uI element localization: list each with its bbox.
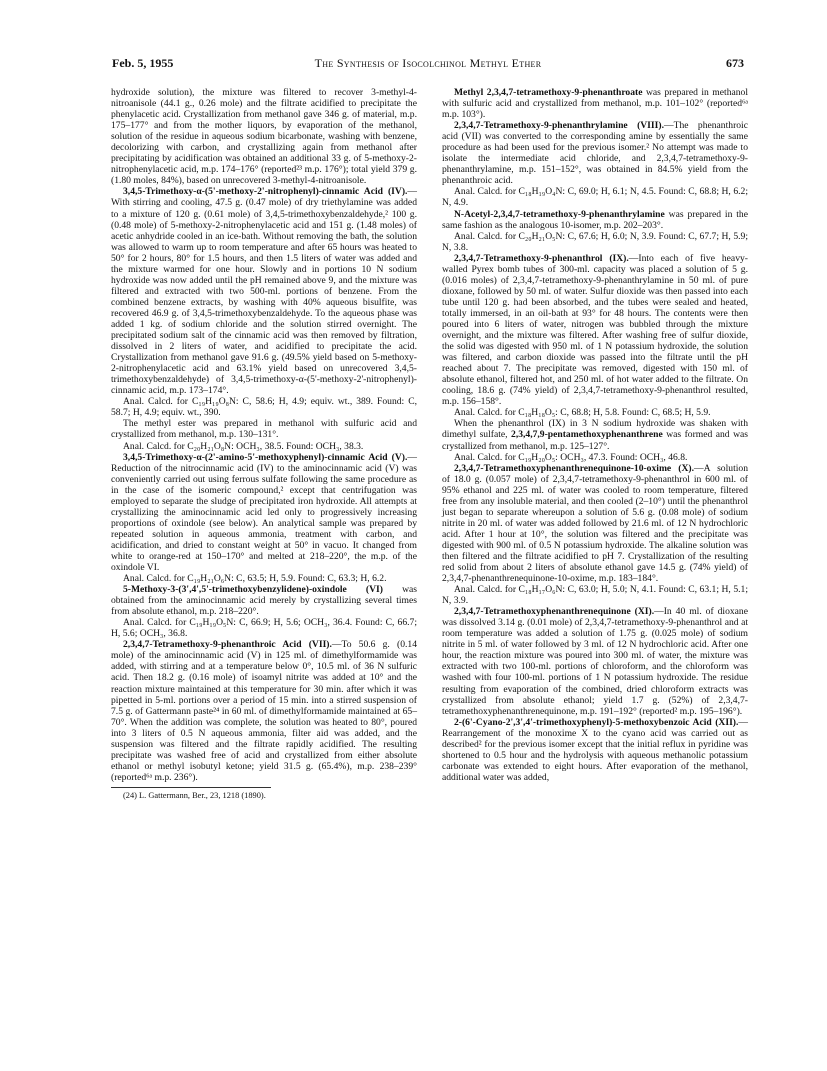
analysis-line (111, 441, 417, 452)
paragraph-text: —Rearrangement of the monoxime X to the cyano acid was carried out as described² for the previous isomer except that the initial reflux in pyridine was shortened to 0.5 hour and the hydrolysis with aqueous methanolic potassium carbonate was extended to eight hours. After evaporation of the methanol, additional water was added, (442, 716, 748, 783)
analysis-line (111, 617, 417, 639)
body-paragraph (442, 253, 748, 408)
paragraph-text: —Into each of five heavy-walled Pyrex bomb tubes of 300-ml. capacity was placed a solution of 5 g. (0.016 moles) of 2,3,4,7-tetramethoxy-9-phenanthrylamine in 50 ml. of pure dioxane, followed by 50 ml. of water. Sulfur dioxide was then passed into each tube until 120 g. had been absorbed, and the tubes were sealed and heated, totally immersed, in an oil-bath at 93° for 48 hours. The contents were then poured into 6 liters of water, nitrogen was bubbled through the mixture overnight, and the mixture was filtered. After washing free of sulfur dioxide, the solid was digested with 950 ml. of 1 N potassium hydroxide, the solution was filtered, and carbon dioxide was passed into the filtrate until the pH reached about 7. The precipitate was removed, digested with 150 ml. of absolute ethanol, filtered hot, and 250 ml. of hot water added to the filtrate. On cooling, 18.6 g. (74% yield) of 2,3,4,7-tetramethoxy-9-phenanthrol resulted, m.p. 156–158°. (442, 252, 748, 408)
paragraph-text: When the phenanthrol (IX) in 3 N sodium hydroxide was shaken with dimethyl sulfate, (442, 418, 748, 441)
compound-heading: 2,3,4,7-Tetramethoxyphenanthrenequinone-10-oxime (X). (454, 462, 694, 474)
compound-heading: N-Acetyl-2,3,4,7-tetramethoxy-9-phenanthrylamine (454, 208, 665, 220)
body-paragraph (442, 463, 748, 585)
analysis-line (442, 452, 748, 463)
compound-heading: Methyl 2,3,4,7-tetramethoxy-9-phenanthroate (454, 87, 643, 98)
paragraph-text: —With stirring and cooling, 47.5 g. (0.47 mole) of dry triethylamine was added to a mixture of 120 g. (0.61 mole) of 3,4,5-trimethoxybenzaldehyde,² 100 g. (0.48 mole) of 5-methoxy-2-nitrophenylacetic acid and 151 g. (1.48 moles) of acetic anhydride cooled in an ice-bath. Without removing the bath, the solution was allowed to warm up to room temperature and after 65 hours was heated to 50° for 2 hours, 80° for 1.5 hours, and then 1.5 liters of water was added and the mixture warmed for one hour. Slowly and in portions 10 N sodium hydroxide was now added until the pH remained above 9, and the mixture was filtered and extracted with two 500-ml. portions of benzene. From the combined benzene extracts, by washing with 40% aqueous bisulfite, was recovered 46.9 g. of 3,4,5-trimethoxybenzaldehyde. To the aqueous phase was added 1 kg. of sodium chloride and the solution stirred overnight. The precipitated sodium salt of the cinnamic acid was then removed by filtration, dissolved in 2 liters of water, and acidified to precipitate the acid. Crystallization from methanol gave 91.6 g. (49.5% yield based on 5-methoxy-2-nitrophenylacetic acid and 63.1% yield based on unrecovered 3,4,5-trimethoxybenzaldehyde) of 3,4,5-trimethoxy-α-(5'-methoxy-2'-nitrophenyl)-cinnamic acid, m.p. 173–174°. (111, 186, 417, 397)
compound-heading: 3,4,5-Trimethoxy-α-(5'-methoxy-2'-nitrophenyl)-cinnamic Acid (IV). (123, 186, 408, 198)
body-paragraph (111, 639, 417, 783)
paragraph-text: was formed and was crystallized from methanol, m.p. 125–127°. (442, 429, 748, 452)
paragraph-text: —To 50.6 g. (0.14 mole) of the aminocinnamic acid (V) in 125 ml. of dimethylformamide was added, with stirring and at a temperature below 0°, 10.5 ml. of 36 N sulfuric acid. Then 18.2 g. (0.16 mole) of isoamyl nitrite was added at 10° and the reaction mixture maintained at this temperature for 30 min. after which it was pipetted in 5-ml. portions over a period of 15 min. into a stirred suspension of 7.5 g. of Gattermann paste²⁴ in 60 ml. of dimethylformamide maintained at 65–70°. When the addition was complete, the solution was heated to 80°, poured into 3 liters of 0.5 N aqueous ammonia, filter aid was added, and the suspension was filtered and the filtrate rapidly acidified. The resulting precipitate was washed free of acid and crystallized from either absolute ethanol or methyl isobutyl ketone; yield 31.5 g. (65.4%), m.p. 238–239° (reported⁶ᵃ m.p. 236°). (111, 639, 417, 783)
compound-heading: 3,4,5-Trimethoxy-α-(2'-amino-5'-methoxyphenyl)-cinnamic Acid (V). (123, 451, 408, 463)
paragraph-text: The methyl ester was prepared in methanol with sulfuric acid and crystallized from methanol, m.p. 130–131°. (111, 418, 417, 441)
compound-heading: 2,3,4,7-Tetramethoxy-9-phenanthroic Acid (VII). (123, 639, 332, 651)
analysis-line (111, 573, 417, 584)
issue-date: Feb. 5, 1955 (112, 56, 174, 70)
paragraph-text: hydroxide solution), the mixture was filtered to recover 3-methyl-4-nitroanisole (44.1 g., 0.26 mole) and the filtrate acidified to precipitate the phenylacetic acid. Crystallization from methanol gave 346 g. of material, m.p. 175–177° and from the mother liquors, by evaporation of the methanol, solution of the residue in aqueous sodium bicarbonate, washing with benzene, decolorizing with carbon, and crystallizing again from methanol after precipitating by acidification was obtained an additional 33 g. of 5-methoxy-2-nitrophenylacetic acid, m.p. 174–176° (reported²³ m.p. 176°); total yield 379 g. (1.80 moles, 84%), based on unrecovered 3-methyl-4-nitroanisole. (111, 87, 417, 187)
body-paragraph (442, 120, 748, 186)
paragraph-text: —The phenanthroic acid (VII) was converted to the corresponding amine by essentially the same procedure as had been used for the previous isomer.² No attempt was made to isolate the intermediate acid chloride, and 2,3,4,7-tetramethoxy-9-phenanthrylamine, m.p. 151–152°, was obtained in 84.5% yield from the phenanthroic acid. (442, 120, 748, 187)
running-title: The Synthesis of Isocolchinol Methyl Ether (314, 56, 542, 70)
body-paragraph (442, 717, 748, 783)
analysis-line (442, 186, 748, 208)
left-column (111, 87, 417, 801)
analysis-line (442, 584, 748, 606)
body-paragraph (442, 209, 748, 231)
compound-heading: 2,3,4,7-Tetramethoxyphenanthrenequinone (XI). (454, 606, 655, 618)
paragraph-text: Anal. Calcd. for C₂₀H₂₁O₅N: C, 67.6; H, 6.0; N, 3.9. Found: C, 67.7; H, 5.9; N, 3.8. (442, 230, 748, 253)
paragraph-text: was obtained from the aminocinnamic acid merely by crystallizing several times from absolute ethanol, m.p. 218–220°. (111, 584, 417, 618)
page-number: 673 (726, 56, 744, 70)
paragraph-text: was prepared in the same fashion as the analogous 10-isomer, m.p. 202–203°. (442, 208, 748, 231)
body-paragraph (442, 87, 748, 120)
footnote: (24) L. Gattermann, Ber., 23, 1218 (1890). (123, 790, 266, 800)
footnote-rule (111, 787, 271, 788)
paragraph-text: Anal. Calcd. for C₁₉H₂₁O₆N: C, 63.5; H, 5.9. Found: C, 63.3; H, 6.2. (123, 573, 387, 585)
paragraph-text: Anal. Calcd. for C₁₈H₁₈O₅: C, 68.8; H, 5.8. Found: C, 68.5; H, 5.9. (454, 407, 711, 419)
paragraph-text: Anal. Calcd. for C₁₈H₁₉O₄N: C, 69.0; H, 6.1; N, 4.5. Found: C, 68.8; H, 6.2; N, 4.9. (442, 186, 748, 209)
body-paragraph (111, 584, 417, 617)
compound-name: 2,3,4,7,9-pentamethoxyphenanthrene (511, 429, 663, 441)
body-paragraph (111, 452, 417, 574)
body-paragraph (111, 186, 417, 396)
paragraph-text: Anal. Calcd. for C₂₀H₂₁O₈N: OCH₃, 38.5. Found: OCH₃, 38.3. (123, 440, 364, 452)
analysis-line (442, 231, 748, 253)
compound-heading: 2,3,4,7-Tetramethoxy-9-phenanthrylamine (VIII). (454, 120, 664, 132)
body-paragraph (442, 418, 748, 451)
paragraph-text: —Reduction of the nitrocinnamic acid (IV) to the aminocinnamic acid (V) was conveniently carried out using ferrous sulfate following the same procedure as in the case of the isomeric compound,² except that centrifugation was employed to separate the sludge of precipitated iron hydroxide. All attempts at crystallizing the aminocinnamic acid led only to progressively increasing proportions of oxindole (see below). An analytical sample was prepared by repeated solution in aqueous ammonia, treatment with carbon, and acidification, and dried to constant weight at 50° in vacuo. It changed from white to orange-red at 150–170° and melted at 218–220°, the m.p. of the oxindole VI. (111, 451, 417, 574)
body-paragraph (111, 418, 417, 440)
paragraph-text: was prepared in methanol with sulfuric acid and crystallized from methanol, m.p. 101–102° (reported⁶ᵃ m.p. 103°). (442, 87, 749, 121)
compound-heading: 5-Methoxy-3-(3',4',5'-trimethoxybenzylidene)-oxindole (VI) (123, 584, 383, 596)
compound-heading: 2,3,4,7-Tetramethoxy-9-phenanthrol (IX). (454, 252, 629, 264)
body-paragraph (442, 606, 748, 716)
paragraph-text: —In 40 ml. of dioxane was dissolved 3.14 g. (0.01 mole) of 2,3,4,7-tetramethoxy-9-phenanthrol and at room temperature was added a solution of 1.75 g. (0.025 mole) of sodium nitrite in 5 ml. of water followed by 3 ml. of 12 N hydrochloric acid. After one hour, the reaction mixture was poured into 300 ml. of water, the mixture was extracted with two 100-ml. portions of chloroform, and the chloroform was washed with four 100-ml. portions of 1 N potassium hydroxide. The residue resulting from evaporation of the combined, dried chloroform extracts was crystallized from absolute ethanol; yield 1.7 g. (52%) of 2,3,4,7-tetramethoxyphenanthrenequinone, m.p. 191–192° (reported² m.p. 195–196°). (442, 606, 748, 717)
analysis-line (442, 407, 748, 418)
compound-heading: 2-(6'-Cyano-2',3',4'-trimethoxyphenyl)-5-methoxybenzoic Acid (XII). (454, 716, 739, 728)
right-column (442, 87, 748, 783)
paragraph-text: Anal. Calcd. for C₁₉H₁₉O₅N: C, 66.9; H, 5.6; OCH₃, 36.4. Found: C, 66.7; H, 5.6; OCH₃, 36.8. (111, 617, 417, 640)
analysis-line (111, 396, 417, 418)
paragraph-text: Anal. Calcd. for C₁₈H₁₇O₆N: C, 63.0; H, 5.0; N, 4.1. Found: C, 63.1; H, 5.1; N, 3.9. (442, 584, 748, 607)
paragraph-text: —A solution of 18.0 g. (0.057 mole) of 2,3,4,7-tetramethoxy-9-phenanthrol in 600 ml. of 95% ethanol and 225 ml. of water was cooled to room temperature, filtered free from any insoluble material, and then cooled (2–10°) until the phenanthrol just began to separate whereupon a solution of 5.6 g. (0.08 mole) of sodium nitrite in 20 ml. of water was added followed by 21.6 ml. of 12 N hydrochloric acid. After 1 hour at 10°, the solution was filtered and the precipitate was digested with 900 ml. of 0.5 N potassium hydroxide. The alkaline solution was then filtered and the filtrate acidified to pH 7. Crystallization of the resulting red solid from about 2 liters of absolute ethanol gave 14.5 g. (74% yield) of 2,3,4,7-phenanthrenequinone-10-oxime, m.p. 183–184°. (442, 462, 748, 585)
body-paragraph-continued (111, 87, 417, 186)
paragraph-text: Anal. Calcd. for C₁₉H₂₀O₅: OCH₃, 47.3. Found: OCH₃, 46.8. (454, 451, 688, 463)
paragraph-text: Anal. Calcd. for C₁₉H₁₉O₈N: C, 58.6; H, 4.9; equiv. wt., 389. Found: C, 58.7; H, 4.9; equiv. wt., 390. (111, 396, 417, 419)
